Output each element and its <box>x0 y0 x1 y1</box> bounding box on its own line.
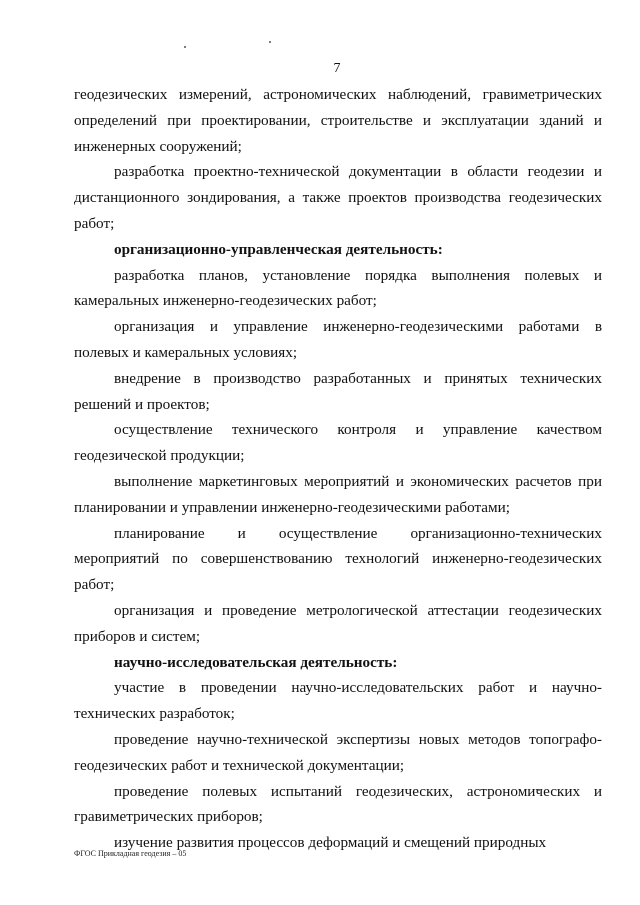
paragraph: осуществление технического контроля и управление качеством геодезической продукции; <box>74 421 602 465</box>
paragraph: внедрение в производство разработанных и принятых технических решений и проектов; <box>74 369 602 413</box>
body-text <box>74 82 602 856</box>
paragraph: разработка планов, установление порядка выполнения полевых и камеральных инженерно-геодезических работ; <box>74 266 602 310</box>
scan-speck <box>184 46 186 48</box>
paragraph: планирование и осуществление организационно-технических мероприятий по совершенствованию технологий инженерно-геодезических работ; <box>74 524 602 594</box>
scan-speck <box>269 41 271 43</box>
paragraph: геодезических измерений, астрономических наблюдений, гравиметрических определений при проектировании, строительстве и эксплуатации зданий и инженерных сооружений; <box>74 86 602 155</box>
paragraph: организация и проведение метрологической аттестации геодезических приборов и систем; <box>74 601 602 645</box>
paragraph: проведение полевых испытаний геодезических, астрономических и гравиметрических приборов; <box>74 782 602 826</box>
section-heading: научно-исследовательская деятельность: <box>114 653 398 671</box>
paragraph: проведение научно-технической экспертизы новых методов топографо-геодезических работ и технической документации; <box>74 730 602 774</box>
paragraph: организация и управление инженерно-геодезическими работами в полевых и камеральных условиях; <box>74 318 602 361</box>
paragraph: изучение развития процессов деформаций и смещений природных <box>114 834 547 852</box>
paragraph: участие в проведении научно-исследовательских работ и научно-технических разработок; <box>74 679 602 723</box>
paragraph: разработка проектно-технической документации в области геодезии и дистанционного зондирования, а также проектов производства геодезических работ; <box>74 163 602 232</box>
section-heading: организационно-управленческая деятельность: <box>114 240 443 258</box>
page-footer: ФГОС Прикладная геодезия – 05 <box>74 849 187 858</box>
page-number: 7 <box>333 61 341 76</box>
paragraph: выполнение маркетинговых мероприятий и экономических расчетов при планировании и управлении инженерно-геодезическими работами; <box>74 472 602 516</box>
